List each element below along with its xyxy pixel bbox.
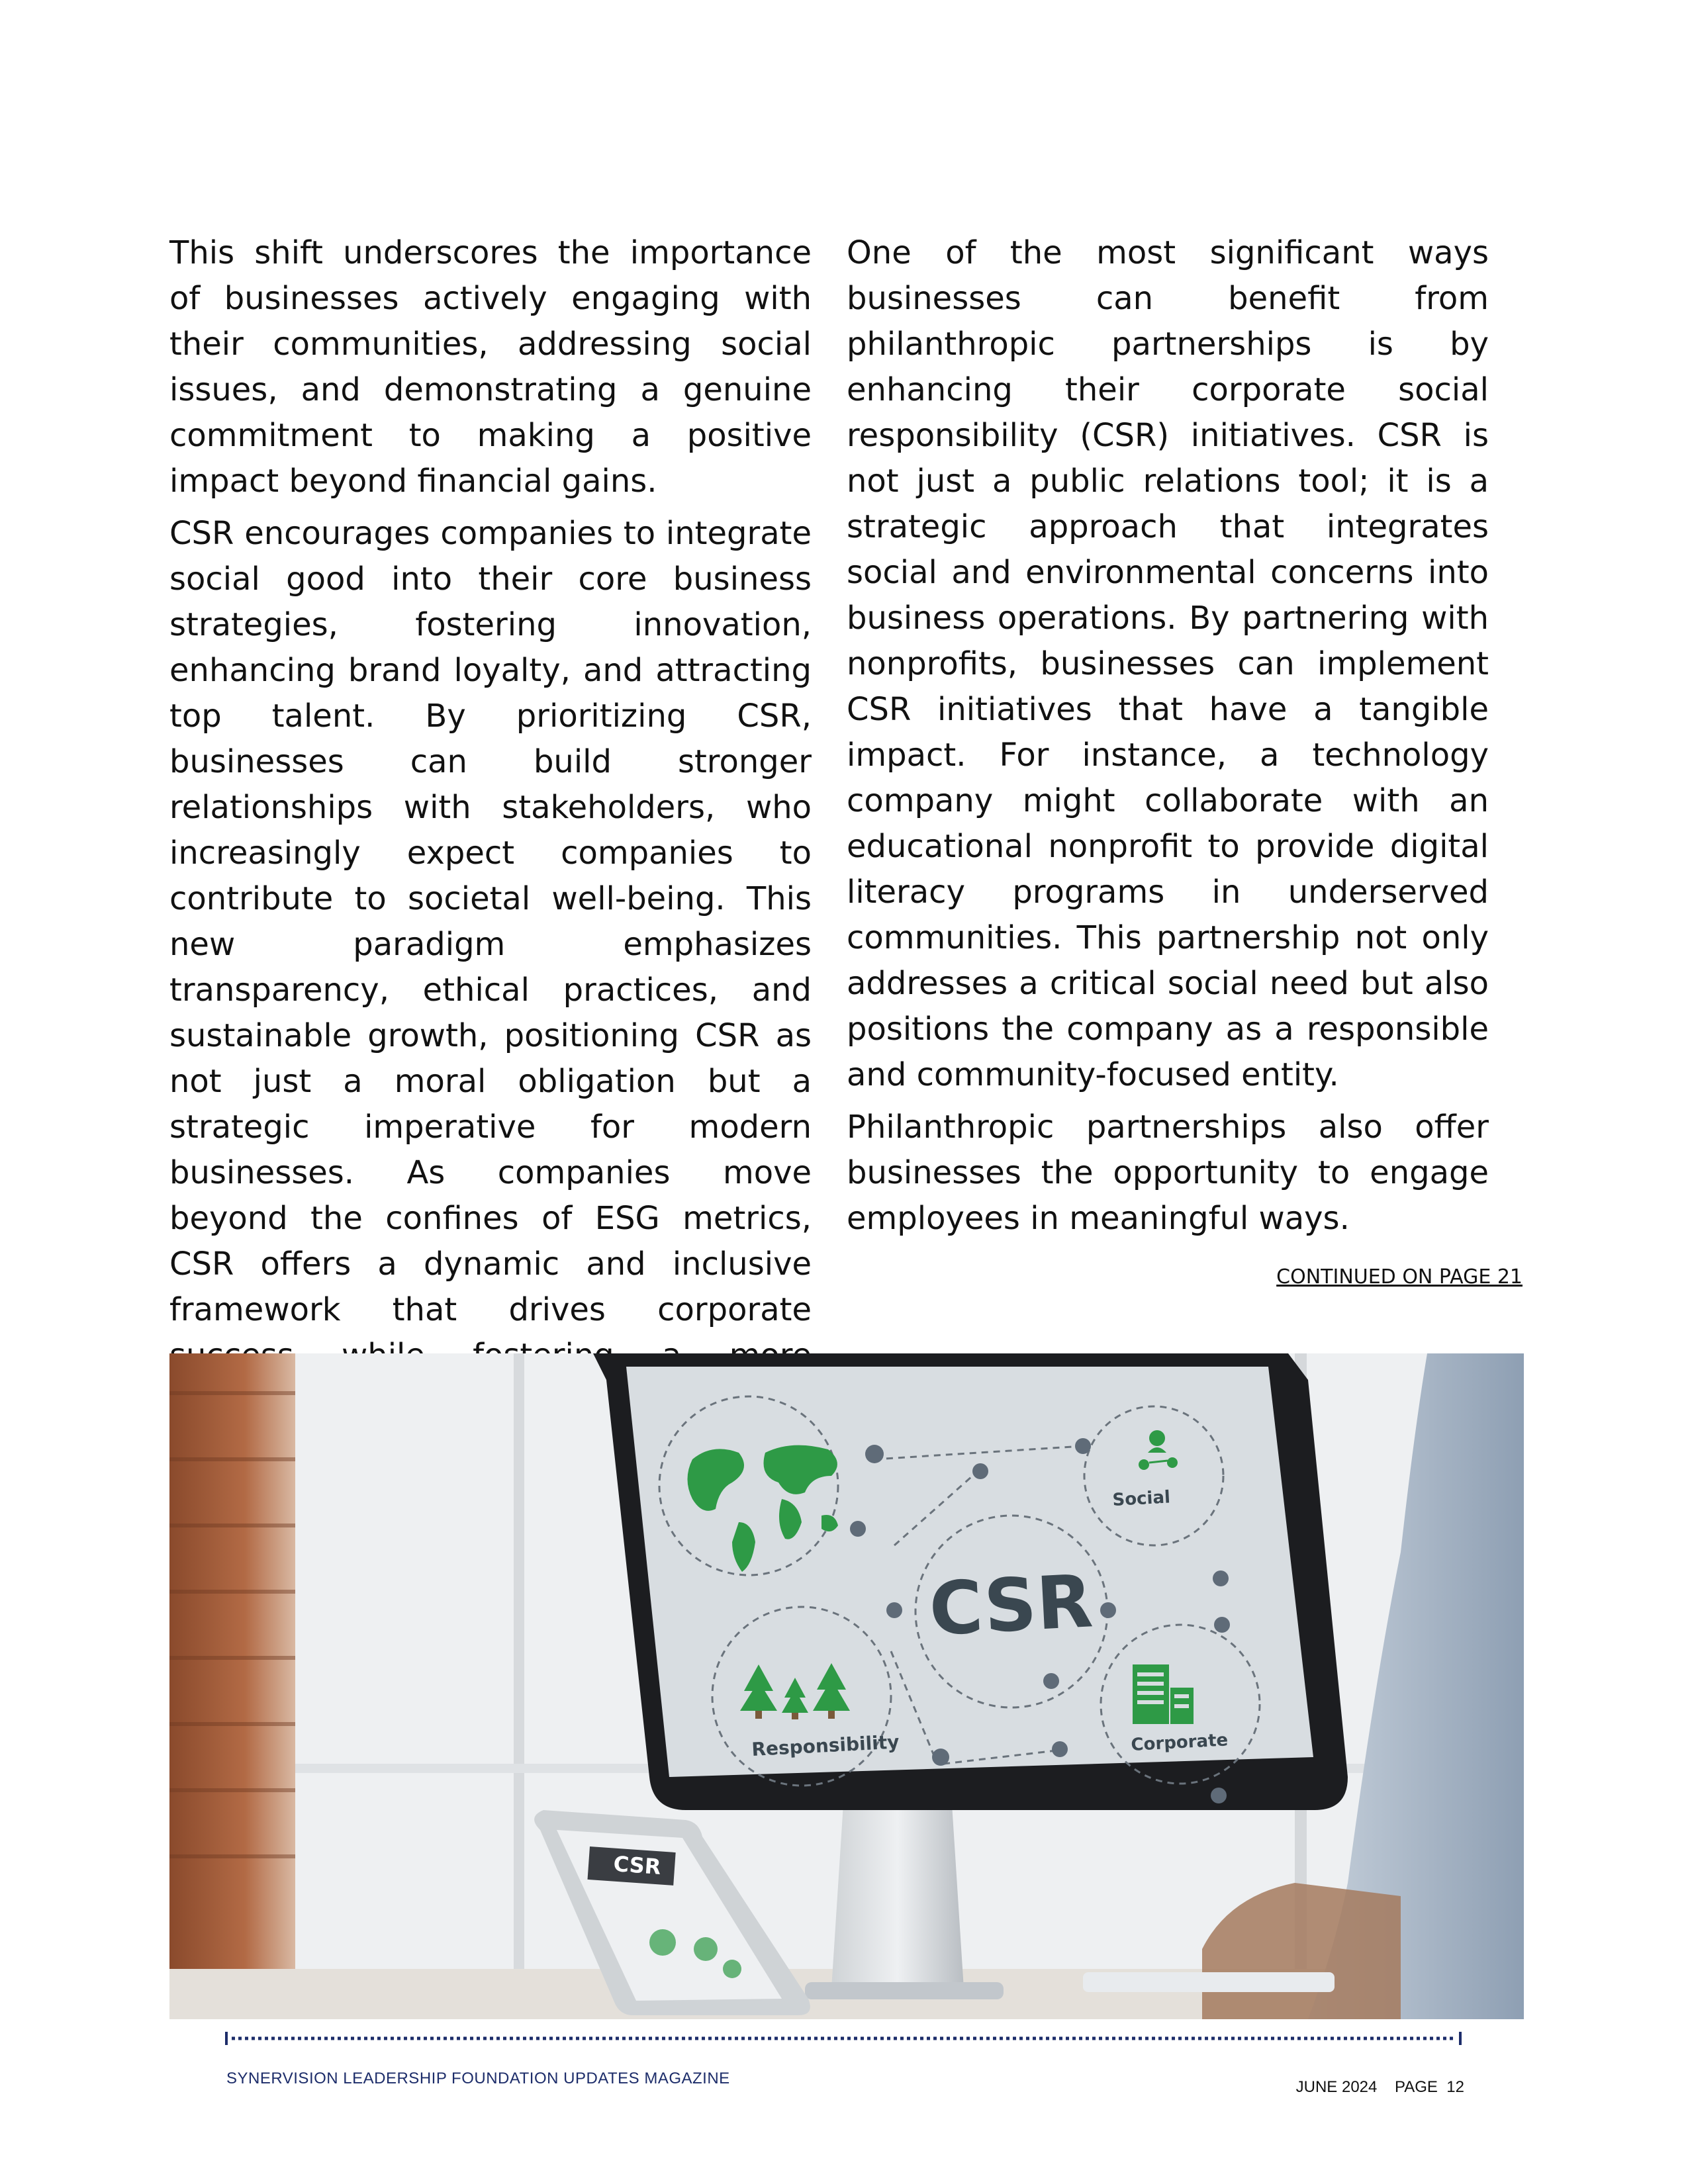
csr-screen-label: CSR — [927, 1559, 1095, 1652]
paragraph: This shift underscores the importance of businesses actively engaging with their communities, addressing social issues, and demonstrating a genuine commitment to making a positive impact beyond financial gains. — [169, 234, 812, 500]
article-right-column — [847, 230, 1489, 1248]
tablet-csr-label: CSR — [612, 1851, 662, 1880]
page-info — [1296, 2078, 1464, 2097]
csr-monitor-photo — [169, 1353, 1524, 2019]
social-label: Social — [1111, 1487, 1171, 1510]
footer-divider — [225, 2030, 1463, 2046]
article-left-column — [169, 230, 812, 1431]
issue-date: JUNE 2024 — [1295, 2078, 1378, 2096]
photo-illustration — [169, 1353, 1524, 2019]
page-number: 12 — [1446, 2078, 1464, 2096]
continued-link[interactable]: CONTINUED ON PAGE 21 — [1276, 1265, 1523, 1289]
paragraph: One of the most significant ways businesses can benefit from philanthropic partnerships is by enhancing their corporate social responsibility (CSR) initiatives. CSR is not just a public relations tool; it is a strategic approach that integrates social and environmental concerns into business operations. By partnering with nonprofits, businesses can implement CSR initiatives that have a tangible impact. For instance, a technology company might collaborate with an educational nonprofit to provide digital literacy programs in underserved communities. This partnership not only addresses a critical social need but also positions the company as a responsible and community-focused entity. — [847, 234, 1489, 1093]
page-label: PAGE — [1395, 2078, 1438, 2096]
paragraph: CSR encourages companies to integrate social good into their core business strategies, fostering innovation, enhancing brand loyalty, and attracting top talent. By prioritizing CSR, businesses can build stronger relationships with stakeholders, who increasingly expect companies to contribute to societal well-being. This new paradigm emphasizes transparency, ethical practices, and sustainable growth, positioning CSR as not just a moral obligation but a strategic imperative for modern businesses. As companies move beyond the confines of ESG metrics, CSR offers a dynamic and inclusive framework that drives corporate — [169, 515, 812, 1328]
corporate-label: Corporate — [1130, 1730, 1229, 1755]
paragraph: Philanthropic partnerships also offer businesses the opportunity to engage employees in meaningful ways. — [847, 1109, 1489, 1237]
keyboard — [1083, 1972, 1335, 1992]
responsibility-label: Responsibility — [751, 1731, 900, 1760]
magazine-name: SYNERVISION LEADERSHIP FOUNDATION UPDATES MAGAZINE — [226, 2070, 730, 2087]
